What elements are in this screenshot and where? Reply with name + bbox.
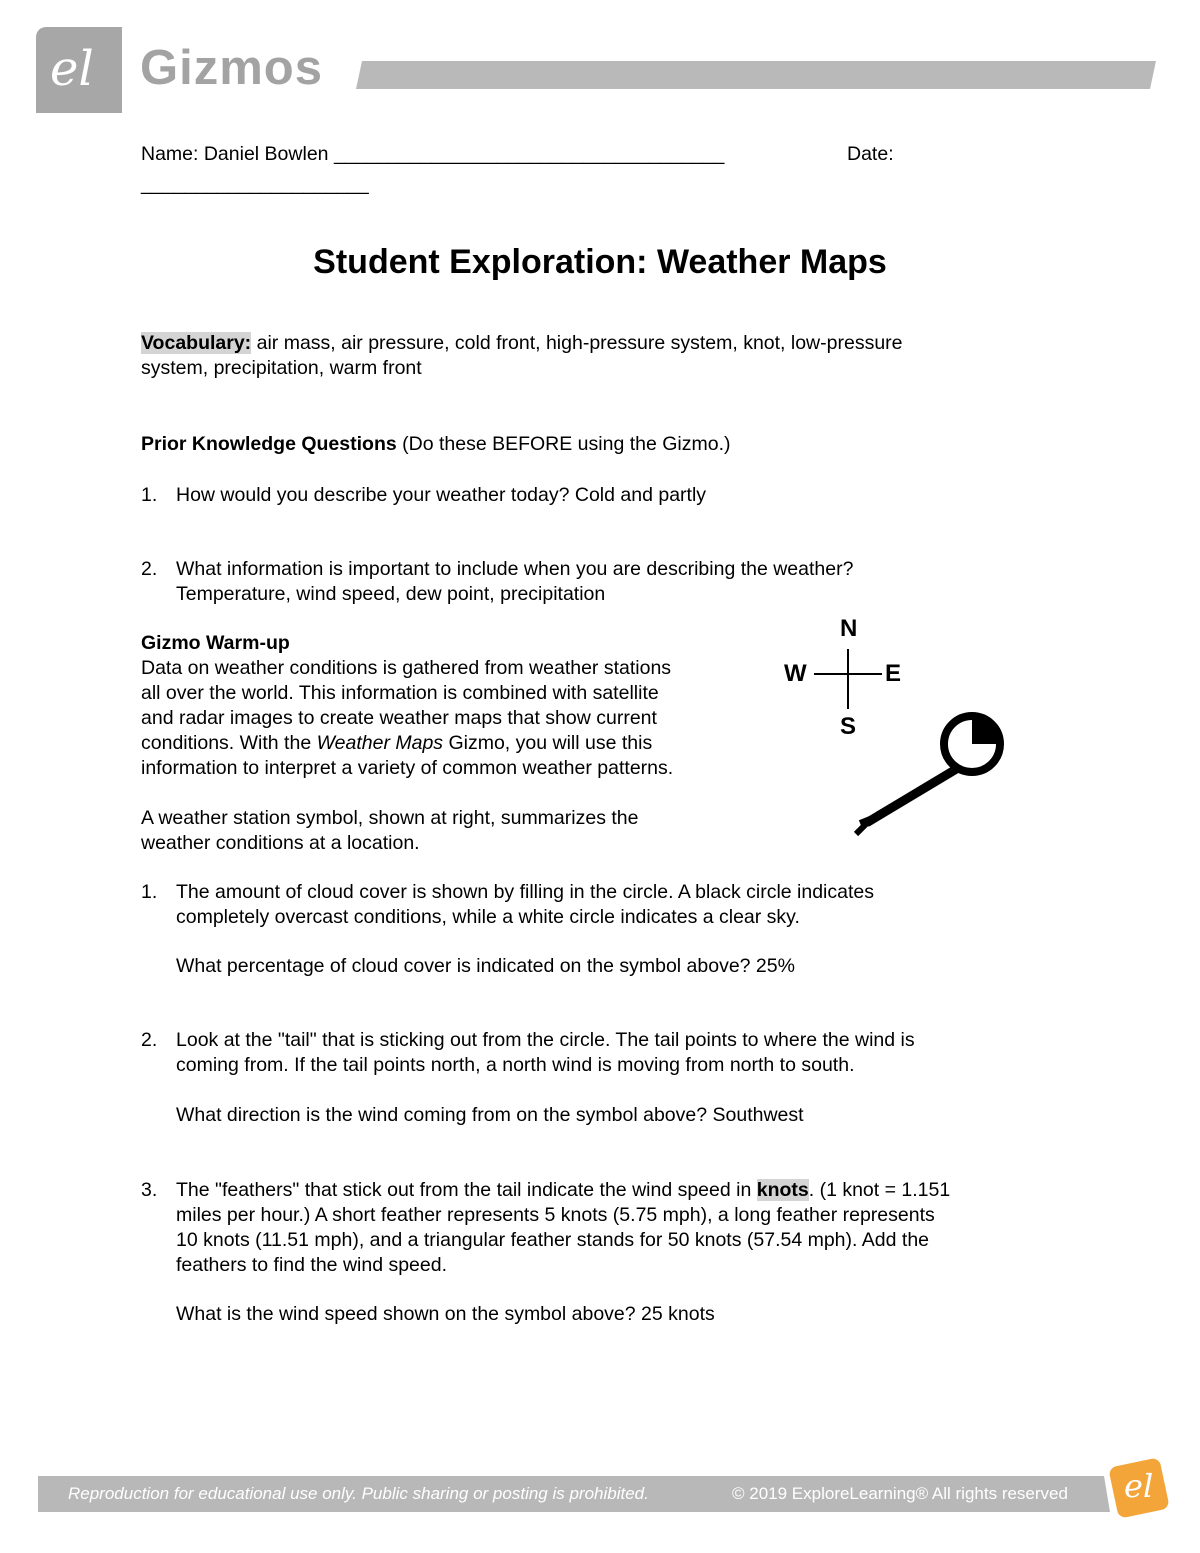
logo-glyph: el (50, 41, 94, 97)
date-label: Date: (847, 143, 894, 165)
footer-logo-glyph: el (1124, 1467, 1154, 1505)
header-bar (356, 61, 1156, 89)
name-label: Name: Daniel Bowlen (141, 143, 329, 165)
footer-disclaimer: Reproduction for educational use only. Public sharing or posting is prohibited. (68, 1484, 649, 1503)
question-text: completely overcast conditions, while a white circle indicates a clear sky. (176, 906, 800, 928)
vocabulary-line-1 (141, 331, 903, 356)
question-text: miles per hour.) A short feather represents 5 knots (5.75 mph), a long feather represents (176, 1204, 935, 1226)
gizmo-name: Weather Maps (316, 732, 444, 754)
warmup-paragraph-line: and radar images to create weather maps that show current (141, 707, 657, 729)
question-text-part: The "feathers" that stick out from the tail indicate the wind speed in (176, 1179, 757, 1201)
weather-station-symbol (850, 710, 1015, 845)
page-title: Student Exploration: Weather Maps (313, 243, 887, 281)
question-answer: What is the wind speed shown on the symbol above? 25 knots (176, 1303, 715, 1325)
warmup-heading: Gizmo Warm-up (141, 632, 290, 654)
warmup-paragraph-line: A weather station symbol, shown at right, summarizes the (141, 807, 639, 829)
knots-term: knots (756, 1179, 809, 1201)
vocabulary-terms-1: air mass, air pressure, cold front, high-pressure system, knot, low-pressure (251, 332, 903, 354)
question-text: Look at the "tail" that is sticking out from the circle. The tail points to where the wind is (176, 1029, 915, 1051)
question-text (176, 1178, 950, 1203)
brand-name: Gizmos (140, 41, 323, 95)
question-number: 3. (141, 1179, 158, 1201)
prior-question-number: 2. (141, 558, 158, 580)
prior-knowledge-title: Prior Knowledge Questions (141, 433, 397, 455)
footer-logo (1104, 1453, 1174, 1523)
question-text-part: . (1 knot = 1.151 (808, 1179, 951, 1201)
question-text: 10 knots (11.51 mph), and a triangular feather stands for 50 knots (57.54 mph). Add the (176, 1229, 930, 1251)
name-blank: ____________________________________ (333, 143, 725, 165)
vocabulary-label: Vocabulary: (141, 332, 252, 354)
question-number: 1. (141, 881, 158, 903)
warmup-paragraph-line: Data on weather conditions is gathered from weather stations (141, 657, 672, 679)
warmup-paragraph-line: weather conditions at a location. (141, 832, 420, 854)
prior-question-answer: Temperature, wind speed, dew point, precipitation (176, 583, 606, 605)
warmup-paragraph-line (141, 731, 652, 756)
warmup-paragraph-line: information to interpret a variety of common weather patterns. (141, 757, 674, 779)
compass-east: E (885, 660, 902, 687)
compass-west: W (784, 660, 807, 687)
vocabulary-line-2: system, precipitation, warm front (141, 357, 422, 379)
prior-question-number: 1. (141, 484, 158, 506)
date-blank: _____________________ (141, 173, 369, 195)
prior-knowledge-note: (Do these BEFORE using the Gizmo.) (396, 433, 731, 455)
question-answer: What percentage of cloud cover is indicated on the symbol above? 25% (176, 955, 795, 977)
warmup-paragraph-line: all over the world. This information is combined with satellite (141, 682, 659, 704)
footer-copyright: © 2019 ExploreLearning® All rights reserved (732, 1484, 1068, 1503)
question-answer: What direction is the wind coming from on the symbol above? Southwest (176, 1104, 804, 1126)
prior-question-text: What information is important to include when you are describing the weather? (176, 558, 854, 580)
compass-north: N (840, 615, 858, 642)
compass-south: S (840, 713, 857, 740)
prior-question-text: How would you describe your weather today? Cold and partly (176, 484, 707, 506)
question-text: coming from. If the tail points north, a north wind is moving from north to south. (176, 1054, 855, 1076)
question-number: 2. (141, 1029, 158, 1051)
warmup-text: conditions. With the (141, 732, 317, 754)
question-text: feathers to find the wind speed. (176, 1254, 448, 1276)
brand-logo (36, 27, 122, 113)
prior-knowledge-heading (141, 432, 731, 457)
warmup-text: Gizmo, you will use this (443, 732, 653, 754)
question-text: The amount of cloud cover is shown by filling in the circle. A black circle indicates (176, 881, 875, 903)
name-line (141, 142, 724, 167)
